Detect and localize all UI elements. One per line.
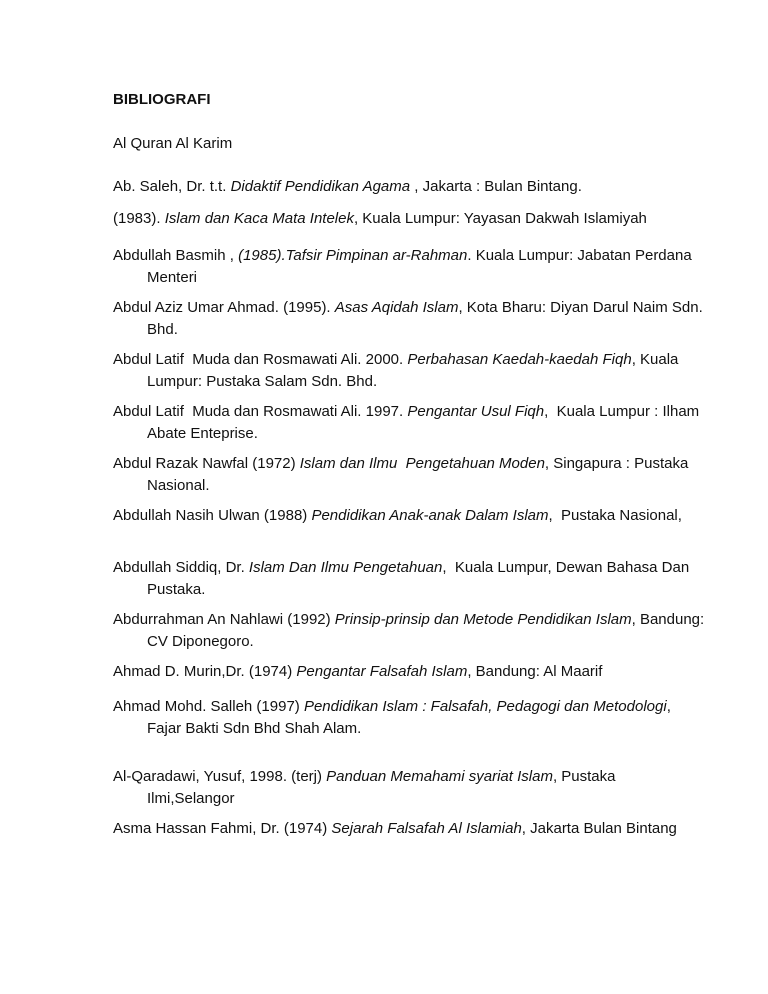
bibliography-entry <box>113 245 707 288</box>
entry-title-text: Islam dan Kaca Mata Intelek <box>164 210 354 227</box>
bibliography-entry <box>113 505 707 527</box>
entry-text: Ab. Saleh, Dr. t.t. <box>113 178 231 195</box>
entry-text: , Bandung: CV Diponegoro. <box>147 611 709 650</box>
entry-title-text: Prinsip-prinsip dan Metode Pendidikan Islam <box>334 611 632 628</box>
entry-text: Abdul Latif Muda dan Rosmawati Ali. 2000. <box>113 351 408 368</box>
entry-text: Abdullah Siddiq, Dr. <box>113 559 249 576</box>
entry-title-text: (1985).Tafsir Pimpinan ar-Rahman <box>238 247 468 264</box>
bibliography-entry <box>113 133 707 155</box>
entry-text: Al Quran Al Karim <box>113 135 233 152</box>
entry-text: Al-Qaradawi, Yusuf, 1998. (terj) <box>113 768 327 785</box>
entry-text: , Kuala Lumpur: Pustaka Salam Sdn. Bhd. <box>147 351 683 390</box>
bibliography-entry <box>113 696 707 739</box>
entry-title-text: Pendidikan Islam : Falsafah, Pedagogi dan Metodologi <box>303 698 667 715</box>
bibliography-entry <box>113 208 707 230</box>
bibliography-entry <box>113 557 707 600</box>
bibliography-entry <box>113 661 707 683</box>
entry-text: Abdul Aziz Umar Ahmad. (1995). <box>113 299 335 316</box>
entry-title-text: Pengantar Usul Fiqh <box>407 403 545 420</box>
entry-title-text: Islam dan Ilmu Pengetahuan Moden <box>299 455 545 472</box>
bibliography-entry <box>113 401 707 444</box>
entry-text: , Jakarta Bulan Bintang <box>521 820 677 837</box>
entry-title-text: Asas Aqidah Islam <box>334 299 459 316</box>
page-heading: BIBLIOGRAFI <box>113 91 211 108</box>
entry-text: Abdurrahman An Nahlawi (1992) <box>113 611 335 628</box>
bibliography-entry <box>113 766 707 809</box>
entry-text: Ahmad D. Murin,Dr. (1974) <box>113 663 297 680</box>
bibliography-entry <box>113 349 707 392</box>
entry-text: , Fajar Bakti Sdn Bhd Shah Alam. <box>147 698 676 737</box>
entry-text: Abdullah Basmih , <box>113 247 239 264</box>
entry-text: Abdul Razak Nawfal (1972) <box>113 455 300 472</box>
entry-text: Abdul Latif Muda dan Rosmawati Ali. 1997. <box>113 403 408 420</box>
entry-text: , Kota Bharu: Diyan Darul Naim Sdn. Bhd. <box>147 299 707 338</box>
entry-text: , Jakarta : Bulan Bintang. <box>410 178 582 195</box>
entry-text: Asma Hassan Fahmi, Dr. (1974) <box>113 820 332 837</box>
entry-text: Ahmad Mohd. Salleh (1997) <box>113 698 304 715</box>
entry-text: , Pustaka Nasional, <box>548 507 682 524</box>
bibliography-entry <box>113 297 707 340</box>
entry-title-text: Panduan Memahami syariat Islam <box>326 768 553 785</box>
entry-text: (1983). <box>113 210 165 227</box>
entry-title-text: Sejarah Falsafah Al Islamiah <box>331 820 522 837</box>
entry-text: , Singapura : Pustaka Nasional. <box>147 455 693 494</box>
entry-text: , Kuala Lumpur : Ilham Abate Enteprise. <box>147 403 703 442</box>
bibliography-entry <box>113 818 707 840</box>
entry-title-text: Perbahasan Kaedah-kaedah Fiqh <box>407 351 632 368</box>
entry-title-text: Islam Dan Ilmu Pengetahuan <box>248 559 443 576</box>
entry-text: , Pustaka Ilmi,Selangor <box>147 768 620 807</box>
entry-text: , Kuala Lumpur, Dewan Bahasa Dan Pustaka. <box>147 559 694 598</box>
entry-text: . Kuala Lumpur: Jabatan Perdana Menteri <box>147 247 696 286</box>
entry-title-text: Pendidikan Anak-anak Dalam Islam <box>311 507 549 524</box>
bibliography-entry <box>113 609 707 652</box>
entry-text: , Kuala Lumpur: Yayasan Dakwah Islamiyah <box>353 210 647 227</box>
entry-text: , Bandung: Al Maarif <box>467 663 603 680</box>
entry-title-text: Pengantar Falsafah Islam <box>296 663 468 680</box>
bibliography-entry <box>113 176 707 198</box>
bibliography-entry <box>113 453 707 496</box>
entry-title-text: Didaktif Pendidikan Agama <box>230 178 411 195</box>
entry-text: Abdullah Nasih Ulwan (1988) <box>113 507 312 524</box>
